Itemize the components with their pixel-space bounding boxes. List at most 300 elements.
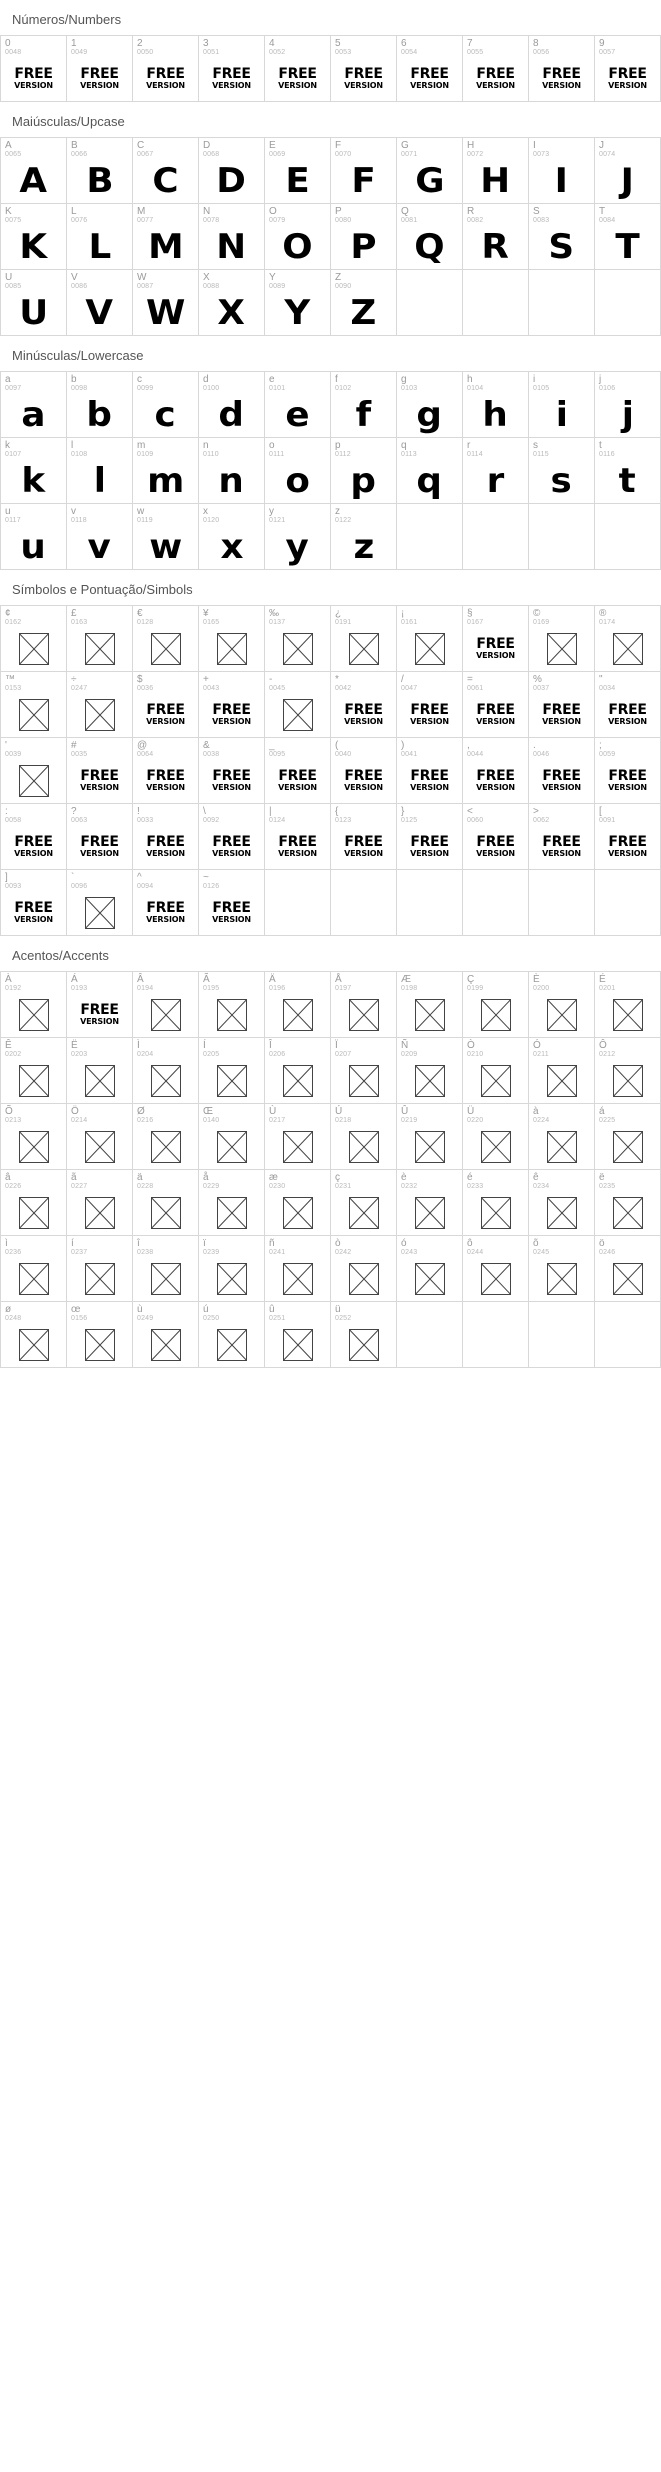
glyph-preview <box>595 758 660 803</box>
glyph-cell[interactable] <box>529 204 595 270</box>
glyph-cell[interactable] <box>265 270 331 336</box>
glyph-cell[interactable] <box>1 204 67 270</box>
glyph-cell[interactable] <box>463 606 529 672</box>
glyph-preview <box>265 458 330 503</box>
glyph-cell[interactable] <box>1 972 67 1038</box>
free-label-line1: FREE <box>476 66 515 82</box>
glyph-char-label: . <box>533 740 536 751</box>
glyph-char-label: s <box>533 440 538 451</box>
glyph-render: x <box>219 526 244 567</box>
glyph-cell[interactable] <box>199 972 265 1038</box>
glyph-cell[interactable] <box>529 372 595 438</box>
glyph-cell[interactable] <box>331 672 397 738</box>
glyph-cell[interactable] <box>595 1038 661 1104</box>
glyph-char-label: Ò <box>467 1040 475 1051</box>
glyph-cell[interactable] <box>133 438 199 504</box>
glyph-cell[interactable] <box>265 972 331 1038</box>
glyph-cell[interactable] <box>595 1104 661 1170</box>
glyph-code-label: 0162 <box>5 619 22 626</box>
free-label-line2: VERSION <box>476 651 515 660</box>
glyph-cell[interactable] <box>1 1104 67 1170</box>
glyph-cell[interactable] <box>133 270 199 336</box>
glyph-cell-empty <box>529 1302 595 1368</box>
glyph-char-label: î <box>137 1238 140 1249</box>
glyph-cell[interactable] <box>463 672 529 738</box>
glyph-code-label: 0055 <box>467 49 484 56</box>
glyph-cell[interactable] <box>199 1236 265 1302</box>
glyph-cell[interactable] <box>265 504 331 570</box>
glyph-preview <box>1 392 66 437</box>
glyph-code-label: 0088 <box>203 283 220 290</box>
glyph-code-label: 0193 <box>71 985 88 992</box>
glyph-code-label: 0115 <box>533 451 549 458</box>
free-label-line2: VERSION <box>80 81 119 90</box>
glyph-cell[interactable] <box>529 606 595 672</box>
missing-glyph-icon <box>283 1131 313 1163</box>
glyph-cell[interactable] <box>529 672 595 738</box>
glyph-char-label: I <box>533 140 536 151</box>
missing-glyph-icon <box>217 1263 247 1295</box>
glyph-cell-empty <box>265 870 331 936</box>
glyph-cell[interactable] <box>463 972 529 1038</box>
glyph-cell[interactable] <box>199 36 265 102</box>
glyph-preview <box>331 158 396 203</box>
glyph-cell[interactable] <box>463 36 529 102</box>
glyph-preview <box>265 758 330 803</box>
glyph-cell[interactable] <box>331 804 397 870</box>
glyph-code-label: 0060 <box>467 817 484 824</box>
glyph-char-label: q <box>401 440 407 451</box>
glyph-cell[interactable] <box>529 138 595 204</box>
glyph-cell[interactable] <box>1 1236 67 1302</box>
glyph-cell[interactable] <box>331 1302 397 1368</box>
glyph-cell[interactable] <box>397 1038 463 1104</box>
glyph-cell[interactable] <box>595 36 661 102</box>
glyph-char-label: Í <box>203 1040 206 1051</box>
glyph-cell[interactable] <box>595 438 661 504</box>
glyph-cell[interactable] <box>397 1170 463 1236</box>
glyph-cell[interactable] <box>331 1038 397 1104</box>
free-version-watermark <box>344 67 383 90</box>
free-label-line1: FREE <box>146 768 185 784</box>
glyph-cell[interactable] <box>1 138 67 204</box>
glyph-code-label: 0054 <box>401 49 418 56</box>
glyph-cell[interactable] <box>529 36 595 102</box>
glyph-preview <box>595 992 660 1037</box>
glyph-code-label: 0084 <box>599 217 616 224</box>
glyph-cell[interactable] <box>595 738 661 804</box>
glyph-preview <box>529 1190 594 1235</box>
glyph-cell[interactable] <box>1 36 67 102</box>
glyph-cell[interactable] <box>397 1104 463 1170</box>
glyph-cell[interactable] <box>67 204 133 270</box>
free-label-line2: VERSION <box>212 849 251 858</box>
glyph-cell[interactable] <box>133 738 199 804</box>
glyph-char-label: + <box>203 674 209 685</box>
free-label-line2: VERSION <box>476 783 515 792</box>
glyph-cell[interactable] <box>529 1236 595 1302</box>
glyph-cell[interactable] <box>67 504 133 570</box>
glyph-cell[interactable] <box>331 1170 397 1236</box>
glyph-cell[interactable] <box>463 1170 529 1236</box>
glyph-cell[interactable] <box>265 204 331 270</box>
glyph-cell[interactable] <box>199 438 265 504</box>
glyph-preview <box>595 56 660 101</box>
glyph-cell[interactable] <box>67 372 133 438</box>
glyph-code-label: 0192 <box>5 985 22 992</box>
glyph-char-label: Ç <box>467 974 475 985</box>
glyph-cell[interactable] <box>331 204 397 270</box>
glyph-cell[interactable] <box>463 438 529 504</box>
glyph-preview <box>1 224 66 269</box>
glyph-cell[interactable] <box>199 1104 265 1170</box>
glyph-code-label: 0062 <box>533 817 550 824</box>
glyph-cell[interactable] <box>67 804 133 870</box>
glyph-cell[interactable] <box>463 738 529 804</box>
glyph-preview <box>331 1124 396 1169</box>
glyph-cell[interactable] <box>265 738 331 804</box>
glyph-cell[interactable] <box>529 738 595 804</box>
glyph-cell[interactable] <box>529 1170 595 1236</box>
glyph-code-label: 0114 <box>467 451 483 458</box>
missing-glyph-icon <box>349 1131 379 1163</box>
glyph-cell[interactable] <box>331 1104 397 1170</box>
glyph-cell[interactable] <box>331 270 397 336</box>
glyph-cell[interactable] <box>199 1302 265 1368</box>
free-label-line2: VERSION <box>542 81 581 90</box>
glyph-cell[interactable] <box>133 1104 199 1170</box>
free-label-line1: FREE <box>80 834 119 850</box>
glyph-cell[interactable] <box>595 1170 661 1236</box>
glyph-cell[interactable] <box>397 672 463 738</box>
glyph-preview <box>331 1256 396 1301</box>
glyph-cell[interactable] <box>265 36 331 102</box>
free-label-line1: FREE <box>146 66 185 82</box>
glyph-cell[interactable] <box>397 972 463 1038</box>
glyph-cell[interactable] <box>1 438 67 504</box>
glyph-preview <box>397 626 462 671</box>
glyph-code-label: 0069 <box>269 151 286 158</box>
glyph-preview <box>331 692 396 737</box>
glyph-cell[interactable] <box>67 606 133 672</box>
glyph-cell[interactable] <box>397 204 463 270</box>
glyph-code-label: 0167 <box>467 619 484 626</box>
glyph-cell[interactable] <box>133 1038 199 1104</box>
glyph-cell[interactable] <box>199 1038 265 1104</box>
glyph-cell[interactable] <box>133 1302 199 1368</box>
glyph-code-label: 0049 <box>71 49 88 56</box>
glyph-code-label: 0121 <box>269 517 286 524</box>
free-version-watermark <box>410 769 449 792</box>
free-label-line2: VERSION <box>608 81 647 90</box>
glyph-cell[interactable] <box>1 372 67 438</box>
glyph-char-label: \ <box>203 806 206 817</box>
glyph-cell[interactable] <box>331 972 397 1038</box>
glyph-cell[interactable] <box>397 738 463 804</box>
free-label-line2: VERSION <box>80 1017 119 1026</box>
glyph-cell[interactable] <box>463 1236 529 1302</box>
glyph-cell[interactable] <box>265 438 331 504</box>
glyph-char-label: Æ <box>401 974 411 985</box>
glyph-code-label: 0068 <box>203 151 220 158</box>
missing-glyph-icon <box>547 1131 577 1163</box>
glyph-cell[interactable] <box>595 372 661 438</box>
glyph-cell[interactable] <box>265 804 331 870</box>
missing-glyph-icon <box>85 633 115 665</box>
free-label-line1: FREE <box>476 702 515 718</box>
glyph-cell[interactable] <box>133 204 199 270</box>
missing-glyph-icon <box>283 699 313 731</box>
glyph-code-label: 0109 <box>137 451 154 458</box>
glyph-cell[interactable] <box>199 738 265 804</box>
free-label-line2: VERSION <box>410 81 449 90</box>
free-version-watermark <box>80 1003 119 1026</box>
glyph-cell[interactable] <box>529 438 595 504</box>
glyph-cell[interactable] <box>529 1038 595 1104</box>
glyph-cell[interactable] <box>199 606 265 672</box>
glyph-cell[interactable] <box>67 738 133 804</box>
glyph-cell[interactable] <box>265 372 331 438</box>
glyph-render: f <box>355 394 372 435</box>
glyph-cell[interactable] <box>67 1104 133 1170</box>
glyph-cell[interactable] <box>199 204 265 270</box>
glyph-preview <box>67 158 132 203</box>
glyph-preview <box>199 1322 264 1367</box>
glyph-cell[interactable] <box>133 138 199 204</box>
glyph-cell[interactable] <box>133 36 199 102</box>
glyph-cell[interactable] <box>1 1038 67 1104</box>
missing-glyph-icon <box>19 1197 49 1229</box>
glyph-cell[interactable] <box>199 270 265 336</box>
glyph-preview <box>463 56 528 101</box>
glyph-cell[interactable] <box>265 1104 331 1170</box>
glyph-char-label: d <box>203 374 209 385</box>
glyph-code-label: 0203 <box>71 1051 88 1058</box>
glyph-char-label: ‰ <box>269 608 279 619</box>
free-label-line2: VERSION <box>146 783 185 792</box>
glyph-code-label: 0103 <box>401 385 418 392</box>
missing-glyph-icon <box>349 1197 379 1229</box>
glyph-cell[interactable] <box>133 804 199 870</box>
glyph-cell[interactable] <box>67 870 133 936</box>
free-version-watermark <box>212 67 251 90</box>
glyph-char-label: ] <box>5 872 8 883</box>
glyph-cell[interactable] <box>133 1236 199 1302</box>
missing-glyph-icon <box>151 1263 181 1295</box>
glyph-code-label: 0225 <box>599 1117 616 1124</box>
glyph-cell[interactable] <box>397 138 463 204</box>
glyph-char-label: ( <box>335 740 339 751</box>
glyph-char-label: 9 <box>599 38 605 49</box>
missing-glyph-icon <box>217 1197 247 1229</box>
free-label-line1: FREE <box>80 768 119 784</box>
glyph-cell-empty <box>331 870 397 936</box>
glyph-preview <box>133 1322 198 1367</box>
glyph-code-label: 0082 <box>467 217 484 224</box>
glyph-cell[interactable] <box>265 1302 331 1368</box>
glyph-char-label: œ <box>71 1304 81 1315</box>
glyph-cell[interactable] <box>595 606 661 672</box>
glyph-cell[interactable] <box>67 1038 133 1104</box>
glyph-cell[interactable] <box>397 438 463 504</box>
glyph-cell[interactable] <box>331 1236 397 1302</box>
glyph-cell[interactable] <box>529 1104 595 1170</box>
glyph-cell[interactable] <box>463 1104 529 1170</box>
glyph-cell[interactable] <box>67 1236 133 1302</box>
glyph-cell[interactable] <box>133 372 199 438</box>
glyph-cell[interactable] <box>133 672 199 738</box>
glyph-cell[interactable] <box>463 204 529 270</box>
free-label-line2: VERSION <box>212 915 251 924</box>
free-label-line2: VERSION <box>212 717 251 726</box>
glyph-code-label: 0101 <box>269 385 286 392</box>
glyph-preview <box>331 290 396 335</box>
glyph-cell[interactable] <box>265 672 331 738</box>
glyph-cell[interactable] <box>199 372 265 438</box>
glyph-code-label: 0080 <box>335 217 352 224</box>
glyph-code-label: 0245 <box>533 1249 550 1256</box>
glyph-cell[interactable] <box>331 738 397 804</box>
glyph-cell[interactable] <box>397 804 463 870</box>
glyph-cell[interactable] <box>1 870 67 936</box>
glyph-cell[interactable] <box>331 606 397 672</box>
glyph-preview <box>133 224 198 269</box>
glyph-char-label: 0 <box>5 38 11 49</box>
free-version-watermark <box>542 67 581 90</box>
glyph-code-label: 0165 <box>203 619 220 626</box>
glyph-char-label: ¥ <box>203 608 209 619</box>
glyph-char-label: Û <box>401 1106 409 1117</box>
missing-glyph-icon <box>151 1065 181 1097</box>
glyph-preview <box>1 626 66 671</box>
glyph-cell[interactable] <box>397 1236 463 1302</box>
glyph-cell[interactable] <box>133 606 199 672</box>
missing-glyph-icon <box>283 1263 313 1295</box>
glyph-cell[interactable] <box>199 1170 265 1236</box>
glyph-char-label: b <box>71 374 77 385</box>
glyph-cell[interactable] <box>595 804 661 870</box>
glyph-cell[interactable] <box>529 804 595 870</box>
glyph-cell[interactable] <box>199 870 265 936</box>
glyph-char-label: v <box>71 506 76 517</box>
glyph-code-label: 0196 <box>269 985 286 992</box>
glyph-cell[interactable] <box>463 804 529 870</box>
glyph-code-label: 0120 <box>203 517 220 524</box>
glyph-cell[interactable] <box>463 372 529 438</box>
glyph-cell[interactable] <box>1 804 67 870</box>
glyph-char-label: G <box>401 140 409 151</box>
glyph-char-label: ! <box>137 806 140 817</box>
glyph-cell-empty <box>595 1302 661 1368</box>
glyph-cell[interactable] <box>595 138 661 204</box>
glyph-cell[interactable] <box>133 1170 199 1236</box>
glyph-cell[interactable] <box>331 36 397 102</box>
glyph-cell[interactable] <box>265 606 331 672</box>
glyph-cell[interactable] <box>331 372 397 438</box>
glyph-cell[interactable] <box>1 1302 67 1368</box>
glyph-cell[interactable] <box>1 1170 67 1236</box>
glyph-cell[interactable] <box>199 504 265 570</box>
glyph-cell[interactable] <box>133 972 199 1038</box>
glyph-char-label: ò <box>335 1238 341 1249</box>
glyph-cell[interactable] <box>133 870 199 936</box>
glyph-preview <box>67 626 132 671</box>
glyph-cell[interactable] <box>67 36 133 102</box>
glyph-cell[interactable] <box>595 1236 661 1302</box>
glyph-cell[interactable] <box>1 672 67 738</box>
glyph-cell[interactable] <box>265 1038 331 1104</box>
glyph-char-label: B <box>71 140 78 151</box>
free-label-line2: VERSION <box>410 849 449 858</box>
glyph-cell[interactable] <box>67 138 133 204</box>
glyph-cell[interactable] <box>595 672 661 738</box>
glyph-char-label: ~ <box>203 872 209 883</box>
missing-glyph-icon <box>19 1263 49 1295</box>
glyph-cell[interactable] <box>463 1038 529 1104</box>
glyph-code-label: 0112 <box>335 451 351 458</box>
missing-glyph-icon <box>547 1263 577 1295</box>
glyph-char-label: 4 <box>269 38 275 49</box>
glyph-grid-accents <box>0 971 661 1368</box>
glyph-cell[interactable] <box>331 504 397 570</box>
glyph-char-label: Ê <box>5 1040 12 1051</box>
glyph-cell[interactable] <box>67 972 133 1038</box>
missing-glyph-icon <box>151 1131 181 1163</box>
glyph-cell[interactable] <box>595 972 661 1038</box>
free-label-line1: FREE <box>212 702 251 718</box>
glyph-char-label: Â <box>137 974 144 985</box>
glyph-cell[interactable] <box>133 504 199 570</box>
glyph-cell[interactable] <box>67 672 133 738</box>
glyph-cell[interactable] <box>199 138 265 204</box>
glyph-cell[interactable] <box>463 138 529 204</box>
free-label-line2: VERSION <box>146 81 185 90</box>
glyph-cell[interactable] <box>265 1170 331 1236</box>
glyph-cell[interactable] <box>1 606 67 672</box>
glyph-cell-empty <box>529 270 595 336</box>
glyph-cell[interactable] <box>67 1170 133 1236</box>
glyph-cell[interactable] <box>199 672 265 738</box>
glyph-cell[interactable] <box>1 738 67 804</box>
free-version-watermark <box>80 67 119 90</box>
glyph-cell[interactable] <box>397 36 463 102</box>
glyph-cell[interactable] <box>595 204 661 270</box>
glyph-cell-empty <box>463 270 529 336</box>
glyph-code-label: 0078 <box>203 217 220 224</box>
glyph-cell[interactable] <box>1 504 67 570</box>
glyph-preview <box>397 1058 462 1103</box>
glyph-cell[interactable] <box>265 1236 331 1302</box>
glyph-char-label: ; <box>599 740 602 751</box>
glyph-cell[interactable] <box>529 972 595 1038</box>
glyph-cell[interactable] <box>331 438 397 504</box>
glyph-cell[interactable] <box>397 372 463 438</box>
glyph-cell[interactable] <box>397 606 463 672</box>
glyph-code-label: 0041 <box>401 751 418 758</box>
free-version-watermark <box>14 67 53 90</box>
glyph-cell[interactable] <box>1 270 67 336</box>
glyph-code-label: 0033 <box>137 817 154 824</box>
glyph-cell[interactable] <box>331 138 397 204</box>
glyph-code-label: 0174 <box>599 619 616 626</box>
glyph-cell[interactable] <box>67 438 133 504</box>
glyph-char-label: Ñ <box>401 1040 409 1051</box>
glyph-cell[interactable] <box>67 270 133 336</box>
glyph-code-label: 0231 <box>335 1183 352 1190</box>
glyph-cell[interactable] <box>199 804 265 870</box>
glyph-cell[interactable] <box>265 138 331 204</box>
glyph-cell[interactable] <box>67 1302 133 1368</box>
